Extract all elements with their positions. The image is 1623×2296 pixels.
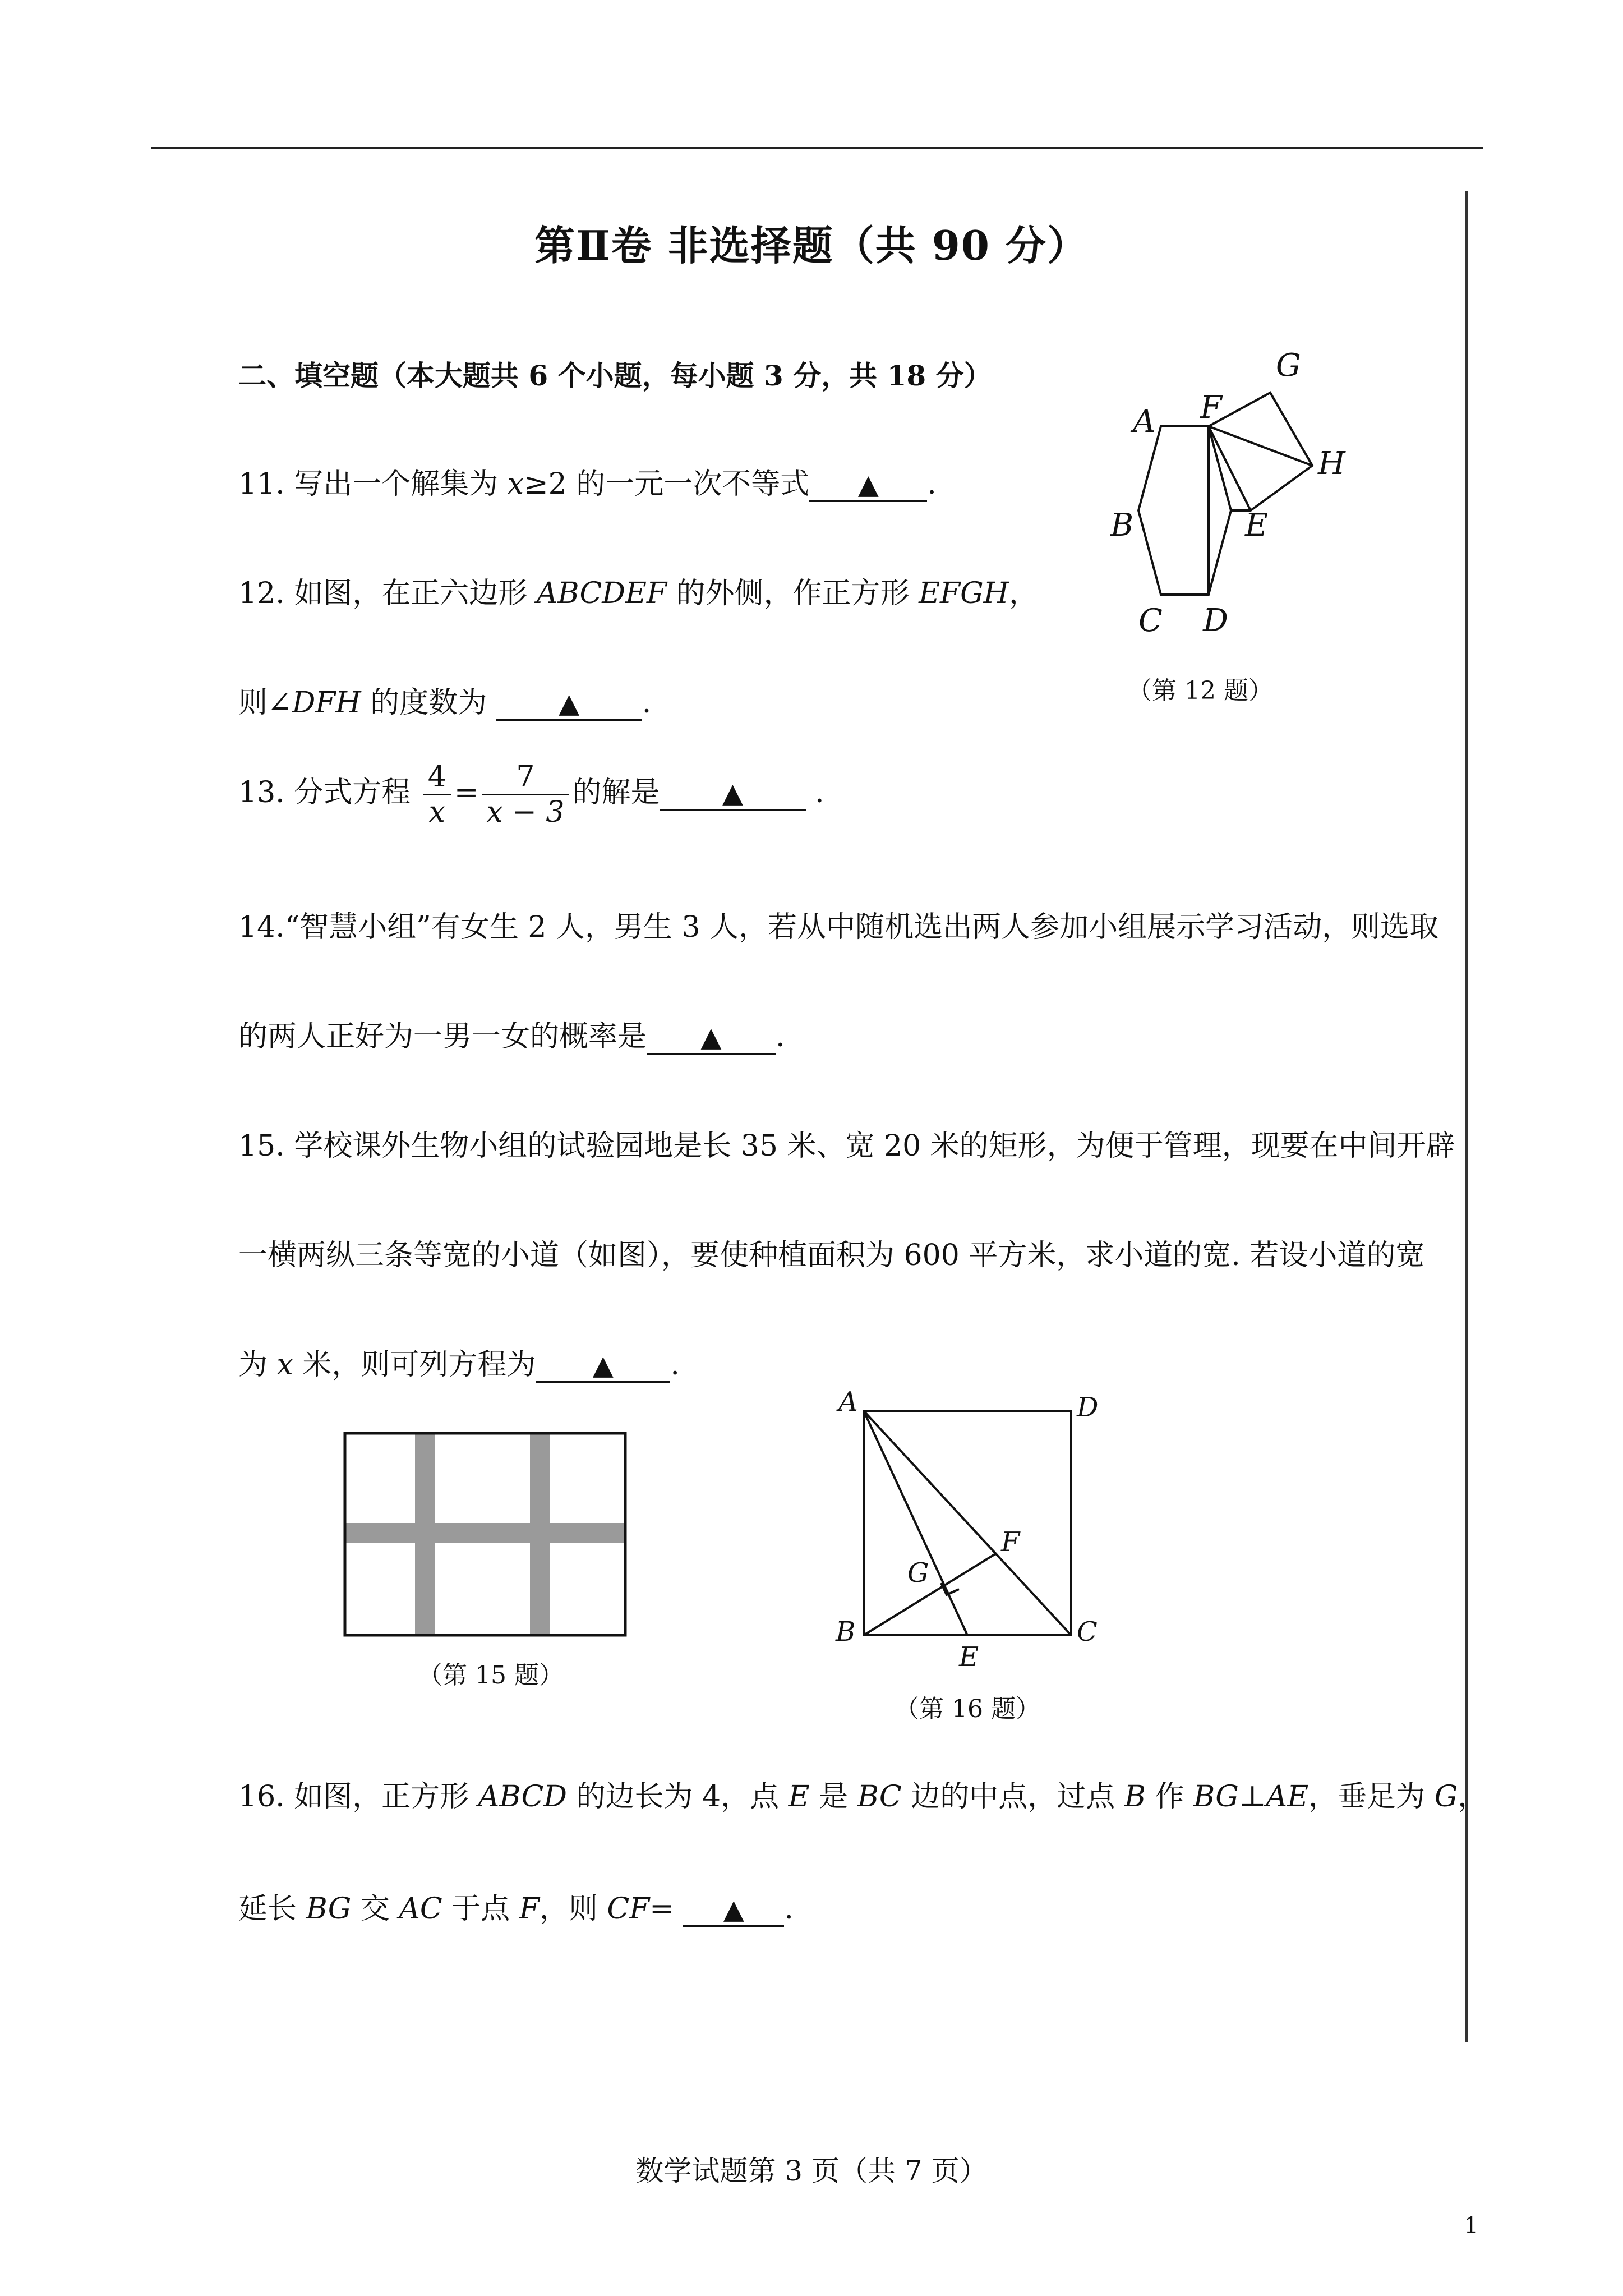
label-e: E [959, 1641, 979, 1673]
caption-15: （第 15 题） [418, 1661, 564, 1690]
answer-blank-13 [660, 777, 806, 811]
binding-line [1465, 191, 1468, 2042]
answer-mark: ▲ [592, 1350, 614, 1381]
label-c: C [1138, 602, 1163, 639]
question-11: 11. 写出一个解集为 x≥2 的一元一次不等式 ▲ . [238, 460, 937, 502]
answer-blank-12 [496, 687, 642, 721]
answer-mark: ▲ [559, 688, 580, 719]
label-g: G [907, 1557, 929, 1589]
segment-ae [864, 1411, 967, 1635]
answer-blank-16 [683, 1893, 784, 1927]
label-a: A [838, 1386, 858, 1418]
question-16-line1: 16. 如图，正方形 ABCD 的边长为 4，点 E 是 BC 边的中点，过点 B 作 BG⊥AE，垂足为 G， [238, 1780, 1487, 1814]
label-h: H [1318, 445, 1345, 482]
segment-bf [864, 1554, 995, 1635]
top-rule [151, 147, 1483, 149]
horizontal-path [345, 1523, 625, 1543]
answer-mark: ▲ [700, 1022, 722, 1053]
page-number: 1 [1464, 2213, 1478, 2239]
question-12-line1: 12. 如图，在正六边形 ABCDEF 的外侧，作正方形 EFGH， [238, 577, 1039, 610]
question-15-line2: 一横两纵三条等宽的小道（如图），要使种植面积为 600 平方米，求小道的宽. 若设小道的宽 [238, 1239, 1425, 1272]
answer-blank-11 [809, 468, 927, 502]
fraction-right: $\frac{7}{x - 3}$ [482, 760, 569, 829]
answer-blank-14 [647, 1021, 776, 1055]
page-footer: 数学试题第 3 页（共 7 页） [635, 2155, 988, 2187]
caption-12: （第 12 题） [1127, 677, 1273, 705]
hexagon-abcdef [1138, 426, 1231, 595]
label-a: A [1133, 403, 1156, 440]
vertical-path-left [415, 1433, 435, 1635]
square-efgh [1209, 393, 1312, 510]
page-title: 第Ⅱ卷 非选择题（共 90 分） [534, 222, 1089, 269]
caption-16: （第 16 题） [895, 1695, 1040, 1723]
answer-mark: ▲ [723, 1894, 744, 1925]
answer-mark: ▲ [857, 469, 879, 500]
label-e: E [1245, 507, 1268, 544]
vertical-path-right [530, 1433, 550, 1635]
question-16-line2: 延长 BG 交 AC 于点 F，则 CF= ▲ . [238, 1885, 794, 1927]
label-f: F [1200, 389, 1222, 426]
section-heading: 二、填空题（本大题共 6 个小题，每小题 3 分，共 18 分） [238, 359, 992, 392]
question-12-line2: 则∠DFH 的度数为 ▲ . [238, 679, 651, 721]
answer-mark: ▲ [722, 777, 743, 809]
label-b: B [1110, 507, 1134, 544]
question-14-line2: 的两人正好为一男一女的概率是 ▲ . [238, 1013, 785, 1055]
question-15-line3: 为 x 米，则可列方程为 ▲ . [238, 1341, 680, 1383]
question-14-line1: 14.“智慧小组”有女生 2 人，男生 3 人，若从中随机选出两人参加小组展示学习活动，则选取 [238, 910, 1439, 944]
label-d: D [1203, 602, 1228, 639]
label-g: G [1276, 347, 1301, 384]
question-15-line1: 15. 学校课外生物小组的试验园地是长 35 米、宽 20 米的矩形，为便于管理，现要在中间开辟 [238, 1129, 1455, 1163]
question-13: 13. 分式方程 $\frac{4}{x}$ = $\frac{7}{x - 3}$ 的解是 ▲ . [238, 760, 824, 829]
label-b: B [836, 1616, 856, 1648]
fraction-left: $\frac{4}{x}$ [423, 760, 451, 829]
figure-12 [1043, 331, 1357, 645]
label-c: C [1077, 1616, 1098, 1648]
figure-16 [824, 1380, 1116, 1683]
label-d: D [1077, 1392, 1099, 1423]
segment-ac [864, 1411, 1071, 1635]
figure-15 [342, 1430, 628, 1638]
label-f: F [1001, 1526, 1020, 1558]
answer-blank-15 [536, 1349, 670, 1383]
